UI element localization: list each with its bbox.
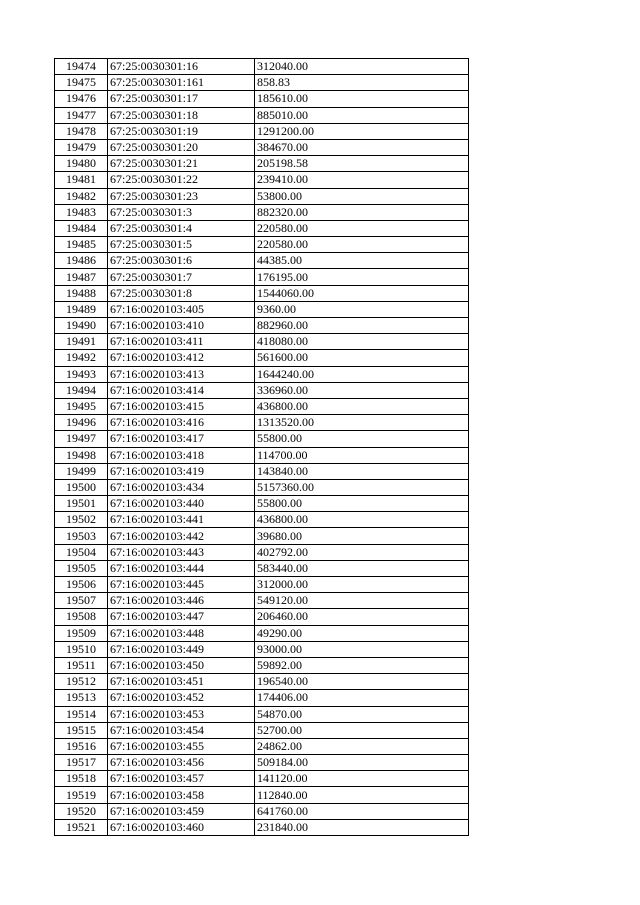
value-cell: 220580.00 <box>255 220 469 236</box>
row-number-cell: 19475 <box>55 75 108 91</box>
value-cell: 509184.00 <box>255 755 469 771</box>
table-row <box>55 738 469 754</box>
cadastral-number-cell: 67:16:0020103:405 <box>108 301 255 317</box>
row-number-cell: 19519 <box>55 787 108 803</box>
cadastral-number-cell: 67:16:0020103:415 <box>108 398 255 414</box>
cadastral-number-cell: 67:16:0020103:456 <box>108 755 255 771</box>
cadastral-number-cell: 67:25:0030301:4 <box>108 220 255 236</box>
cadastral-number-cell: 67:16:0020103:442 <box>108 528 255 544</box>
cadastral-number-cell: 67:16:0020103:418 <box>108 447 255 463</box>
cadastral-number-cell: 67:25:0030301:21 <box>108 156 255 172</box>
row-number-cell: 19506 <box>55 577 108 593</box>
row-number-cell: 19480 <box>55 156 108 172</box>
row-number-cell: 19489 <box>55 301 108 317</box>
row-number-cell: 19477 <box>55 107 108 123</box>
cadastral-number-cell: 67:16:0020103:458 <box>108 787 255 803</box>
cadastral-number-cell: 67:16:0020103:441 <box>108 512 255 528</box>
row-number-cell: 19513 <box>55 690 108 706</box>
row-number-cell: 19494 <box>55 382 108 398</box>
value-cell: 312000.00 <box>255 577 469 593</box>
row-number-cell: 19514 <box>55 706 108 722</box>
value-cell: 1544060.00 <box>255 285 469 301</box>
value-cell: 54870.00 <box>255 706 469 722</box>
value-cell: 9360.00 <box>255 301 469 317</box>
cadastral-number-cell: 67:25:0030301:18 <box>108 107 255 123</box>
table-row <box>55 334 469 350</box>
row-number-cell: 19500 <box>55 479 108 495</box>
cadastral-number-cell: 67:25:0030301:23 <box>108 188 255 204</box>
table-row <box>55 269 469 285</box>
cadastral-number-cell: 67:16:0020103:459 <box>108 803 255 819</box>
table-row <box>55 220 469 236</box>
cadastral-number-cell: 67:16:0020103:453 <box>108 706 255 722</box>
row-number-cell: 19493 <box>55 366 108 382</box>
value-cell: 196540.00 <box>255 674 469 690</box>
value-cell: 49290.00 <box>255 625 469 641</box>
row-number-cell: 19504 <box>55 544 108 560</box>
table-row <box>55 204 469 220</box>
cadastral-number-cell: 67:25:0030301:8 <box>108 285 255 301</box>
value-cell: 418080.00 <box>255 334 469 350</box>
value-cell: 231840.00 <box>255 819 469 835</box>
value-cell: 112840.00 <box>255 787 469 803</box>
cadastral-number-cell: 67:16:0020103:446 <box>108 593 255 609</box>
row-number-cell: 19495 <box>55 398 108 414</box>
table-row <box>55 593 469 609</box>
row-number-cell: 19474 <box>55 59 108 75</box>
table-row <box>55 787 469 803</box>
table-row <box>55 641 469 657</box>
row-number-cell: 19481 <box>55 172 108 188</box>
table-row <box>55 803 469 819</box>
value-cell: 436800.00 <box>255 398 469 414</box>
value-cell: 436800.00 <box>255 512 469 528</box>
table-row <box>55 350 469 366</box>
table-row <box>55 188 469 204</box>
row-number-cell: 19497 <box>55 431 108 447</box>
table-row <box>55 674 469 690</box>
value-cell: 239410.00 <box>255 172 469 188</box>
table-row <box>55 544 469 560</box>
table-row <box>55 156 469 172</box>
cadastral-number-cell: 67:16:0020103:454 <box>108 722 255 738</box>
table-row <box>55 560 469 576</box>
cadastral-number-cell: 67:16:0020103:414 <box>108 382 255 398</box>
table-row <box>55 107 469 123</box>
table-row <box>55 75 469 91</box>
cadastral-number-cell: 67:25:0030301:19 <box>108 123 255 139</box>
row-number-cell: 19516 <box>55 738 108 754</box>
row-number-cell: 19499 <box>55 463 108 479</box>
cadastral-number-cell: 67:16:0020103:413 <box>108 366 255 382</box>
row-number-cell: 19476 <box>55 91 108 107</box>
value-cell: 141120.00 <box>255 771 469 787</box>
table-row <box>55 706 469 722</box>
table-row <box>55 690 469 706</box>
table-row <box>55 577 469 593</box>
cadastral-number-cell: 67:16:0020103:411 <box>108 334 255 350</box>
table-row <box>55 609 469 625</box>
value-cell: 882320.00 <box>255 204 469 220</box>
cadastral-number-cell: 67:16:0020103:460 <box>108 819 255 835</box>
table-row <box>55 91 469 107</box>
cadastral-number-cell: 67:25:0030301:20 <box>108 139 255 155</box>
cadastral-number-cell: 67:16:0020103:416 <box>108 415 255 431</box>
table-row <box>55 398 469 414</box>
cadastral-number-cell: 67:25:0030301:5 <box>108 237 255 253</box>
value-cell: 583440.00 <box>255 560 469 576</box>
cadastral-number-cell: 67:25:0030301:6 <box>108 253 255 269</box>
row-number-cell: 19484 <box>55 220 108 236</box>
row-number-cell: 19502 <box>55 512 108 528</box>
value-cell: 53800.00 <box>255 188 469 204</box>
row-number-cell: 19503 <box>55 528 108 544</box>
value-cell: 206460.00 <box>255 609 469 625</box>
table-row <box>55 366 469 382</box>
value-cell: 185610.00 <box>255 91 469 107</box>
value-cell: 24862.00 <box>255 738 469 754</box>
value-cell: 39680.00 <box>255 528 469 544</box>
table-row <box>55 431 469 447</box>
table-row <box>55 285 469 301</box>
table-row <box>55 382 469 398</box>
table-row <box>55 479 469 495</box>
value-cell: 549120.00 <box>255 593 469 609</box>
cadastral-number-cell: 67:25:0030301:16 <box>108 59 255 75</box>
table-row <box>55 496 469 512</box>
value-cell: 174406.00 <box>255 690 469 706</box>
table-row <box>55 528 469 544</box>
cadastral-number-cell: 67:16:0020103:410 <box>108 318 255 334</box>
row-number-cell: 19492 <box>55 350 108 366</box>
cadastral-number-cell: 67:25:0030301:3 <box>108 204 255 220</box>
table-row <box>55 463 469 479</box>
value-cell: 882960.00 <box>255 318 469 334</box>
cadastral-number-cell: 67:25:0030301:161 <box>108 75 255 91</box>
table-row <box>55 447 469 463</box>
row-number-cell: 19520 <box>55 803 108 819</box>
cadastral-number-cell: 67:16:0020103:451 <box>108 674 255 690</box>
data-table <box>54 58 469 836</box>
row-number-cell: 19501 <box>55 496 108 512</box>
value-cell: 1313520.00 <box>255 415 469 431</box>
value-cell: 1291200.00 <box>255 123 469 139</box>
row-number-cell: 19487 <box>55 269 108 285</box>
row-number-cell: 19478 <box>55 123 108 139</box>
value-cell: 5157360.00 <box>255 479 469 495</box>
cadastral-number-cell: 67:25:0030301:7 <box>108 269 255 285</box>
row-number-cell: 19496 <box>55 415 108 431</box>
row-number-cell: 19511 <box>55 657 108 673</box>
row-number-cell: 19521 <box>55 819 108 835</box>
row-number-cell: 19512 <box>55 674 108 690</box>
row-number-cell: 19507 <box>55 593 108 609</box>
table-row <box>55 722 469 738</box>
value-cell: 55800.00 <box>255 431 469 447</box>
row-number-cell: 19517 <box>55 755 108 771</box>
table-row <box>55 318 469 334</box>
table-row <box>55 415 469 431</box>
value-cell: 336960.00 <box>255 382 469 398</box>
value-cell: 384670.00 <box>255 139 469 155</box>
value-cell: 885010.00 <box>255 107 469 123</box>
row-number-cell: 19486 <box>55 253 108 269</box>
row-number-cell: 19508 <box>55 609 108 625</box>
value-cell: 176195.00 <box>255 269 469 285</box>
row-number-cell: 19482 <box>55 188 108 204</box>
cadastral-number-cell: 67:16:0020103:417 <box>108 431 255 447</box>
value-cell: 55800.00 <box>255 496 469 512</box>
table-row <box>55 237 469 253</box>
row-number-cell: 19510 <box>55 641 108 657</box>
cadastral-number-cell: 67:16:0020103:444 <box>108 560 255 576</box>
row-number-cell: 19498 <box>55 447 108 463</box>
value-cell: 59892.00 <box>255 657 469 673</box>
table-row <box>55 755 469 771</box>
row-number-cell: 19491 <box>55 334 108 350</box>
cadastral-number-cell: 67:16:0020103:449 <box>108 641 255 657</box>
value-cell: 312040.00 <box>255 59 469 75</box>
table-row <box>55 301 469 317</box>
cadastral-number-cell: 67:16:0020103:447 <box>108 609 255 625</box>
row-number-cell: 19505 <box>55 560 108 576</box>
value-cell: 205198.58 <box>255 156 469 172</box>
table-row <box>55 625 469 641</box>
table-row <box>55 139 469 155</box>
row-number-cell: 19488 <box>55 285 108 301</box>
table-row <box>55 123 469 139</box>
cadastral-number-cell: 67:16:0020103:452 <box>108 690 255 706</box>
table-row <box>55 59 469 75</box>
row-number-cell: 19485 <box>55 237 108 253</box>
table-row <box>55 657 469 673</box>
cadastral-number-cell: 67:16:0020103:457 <box>108 771 255 787</box>
value-cell: 1644240.00 <box>255 366 469 382</box>
value-cell: 641760.00 <box>255 803 469 819</box>
value-cell: 143840.00 <box>255 463 469 479</box>
value-cell: 561600.00 <box>255 350 469 366</box>
row-number-cell: 19518 <box>55 771 108 787</box>
table-row <box>55 512 469 528</box>
table-body <box>55 59 469 836</box>
row-number-cell: 19479 <box>55 139 108 155</box>
cadastral-number-cell: 67:16:0020103:455 <box>108 738 255 754</box>
row-number-cell: 19490 <box>55 318 108 334</box>
cadastral-number-cell: 67:25:0030301:17 <box>108 91 255 107</box>
value-cell: 220580.00 <box>255 237 469 253</box>
value-cell: 858.83 <box>255 75 469 91</box>
cadastral-number-cell: 67:16:0020103:445 <box>108 577 255 593</box>
table-row <box>55 771 469 787</box>
cadastral-number-cell: 67:16:0020103:412 <box>108 350 255 366</box>
row-number-cell: 19509 <box>55 625 108 641</box>
row-number-cell: 19515 <box>55 722 108 738</box>
value-cell: 44385.00 <box>255 253 469 269</box>
cadastral-number-cell: 67:16:0020103:443 <box>108 544 255 560</box>
value-cell: 114700.00 <box>255 447 469 463</box>
table-row <box>55 253 469 269</box>
value-cell: 52700.00 <box>255 722 469 738</box>
cadastral-number-cell: 67:16:0020103:434 <box>108 479 255 495</box>
table-row <box>55 172 469 188</box>
cadastral-number-cell: 67:16:0020103:450 <box>108 657 255 673</box>
cadastral-number-cell: 67:25:0030301:22 <box>108 172 255 188</box>
value-cell: 93000.00 <box>255 641 469 657</box>
table-row <box>55 819 469 835</box>
value-cell: 402792.00 <box>255 544 469 560</box>
row-number-cell: 19483 <box>55 204 108 220</box>
cadastral-number-cell: 67:16:0020103:419 <box>108 463 255 479</box>
cadastral-number-cell: 67:16:0020103:448 <box>108 625 255 641</box>
cadastral-number-cell: 67:16:0020103:440 <box>108 496 255 512</box>
